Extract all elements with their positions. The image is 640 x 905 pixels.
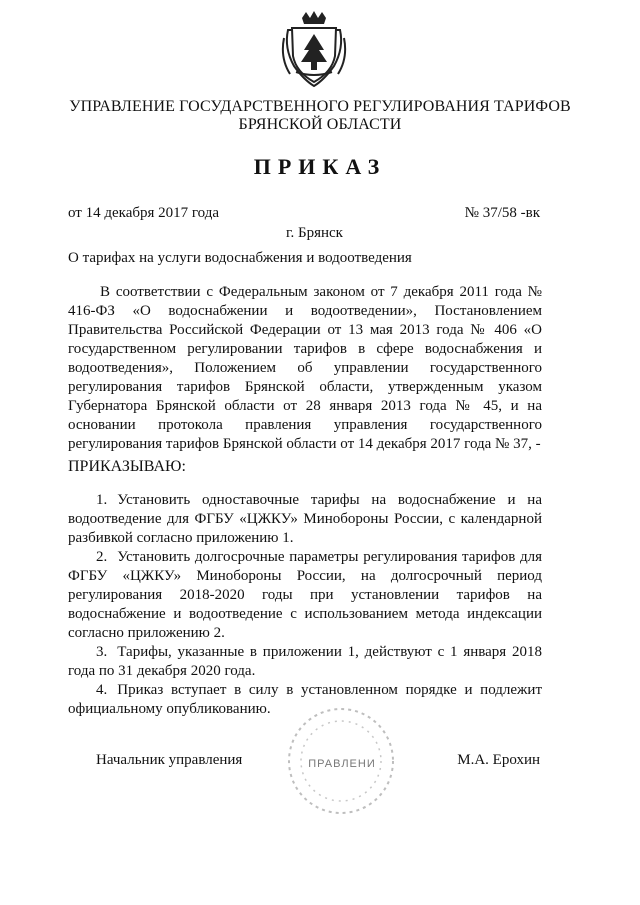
document-date: от 14 декабря 2017 года <box>68 205 220 221</box>
order-item: 3. Тарифы, указанные в приложении 1, действуют с 1 января 2018 года по 31 декабря 2020 года. <box>68 644 542 679</box>
document-subject: О тарифах на услуги водоснабжения и водоотведения <box>68 250 412 266</box>
preamble-paragraph: В соответствии с Федеральным законом от 7 декабря 2011 года № 416-ФЗ «О водоснабжении и водоотведении», Постановлением Правительства Российской Федерации от 13 мая 2013 года № 406 «О государственном регулировании тарифов в сфере водоснабжения и водоотведения», Положением об управлении государственного регулирования тарифов Брянской области, утвержденным указом Губернатора Брянской области от 28 января 2013 года № 45, и на основании протокола правления управления государственного регулирования тарифов Брянской области от 14 декабря 2017 года № 37, - <box>68 284 542 452</box>
signatory-name: М.А. Ерохин <box>457 752 540 768</box>
order-item: 4. Приказ вступает в силу в установленном порядке и подлежит официальному опубликованию. <box>68 682 542 717</box>
order-items-list <box>68 491 542 719</box>
document-city: г. Брянск <box>286 225 343 241</box>
order-item: 1. Установить одноставочные тарифы на водоснабжение и на водоотведение для ФГБУ «ЦЖКУ» Минобороны России, с календарной разбивкой согласно приложению 1. <box>68 492 542 546</box>
organization-name-line1: УПРАВЛЕНИЕ ГОСУДАРСТВЕННОГО РЕГУЛИРОВАНИЯ ТАРИФОВ <box>69 98 571 115</box>
order-item: 2. Установить долгосрочные параметры регулирования тарифов для ФГБУ «ЦЖКУ» Минобороны России, на долгосрочный период регулирования 2018-2020 годы при установлении тарифов на водоснабжение и водоотведение с использованием метода индексации согласно приложению 2. <box>68 549 542 641</box>
signatory-position: Начальник управления <box>96 752 243 768</box>
document-number: № 37/58 -вк <box>464 205 540 221</box>
organization-name-line2: БРЯНСКОЙ ОБЛАСТИ <box>238 116 402 133</box>
stamp-text: ПРАВЛЕНИ <box>308 758 376 770</box>
order-heading: ПРИКАЗЫВАЮ: <box>68 458 186 475</box>
document-title: ПРИКАЗ <box>253 154 387 179</box>
coat-of-arms-icon <box>280 8 348 90</box>
